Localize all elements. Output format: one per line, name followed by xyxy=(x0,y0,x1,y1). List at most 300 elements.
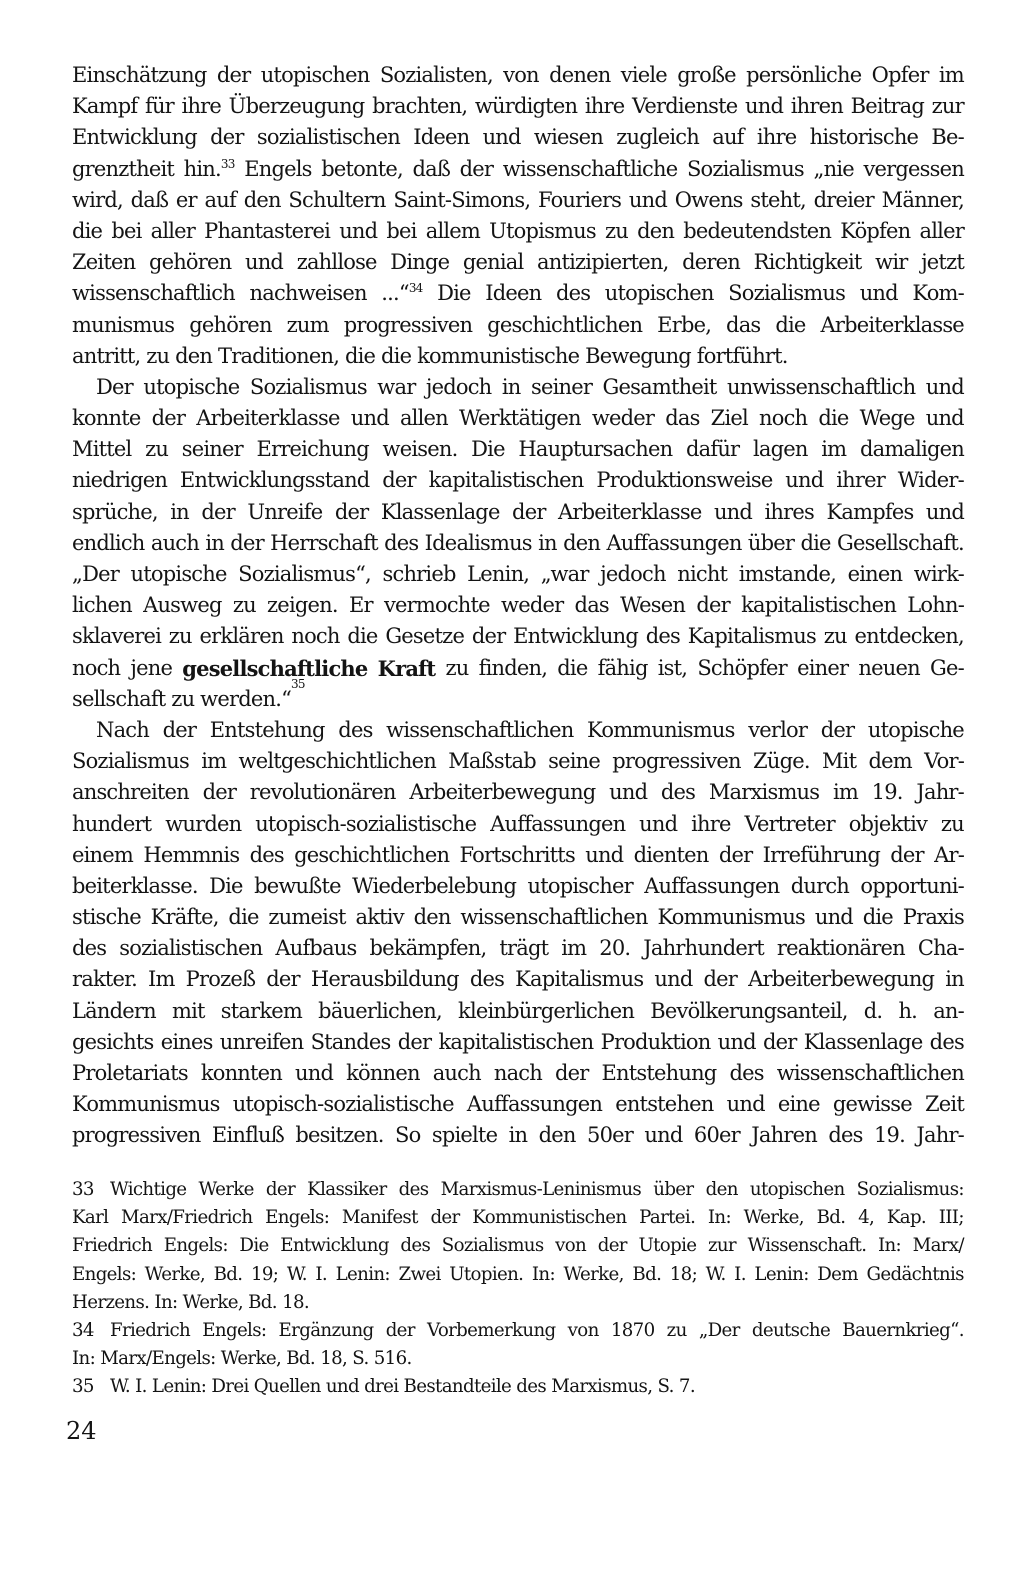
text-line xyxy=(72,676,964,715)
word: deren xyxy=(682,250,740,275)
footnote-line xyxy=(72,1345,964,1373)
word: und xyxy=(925,374,964,399)
word: bedeutendsten xyxy=(683,218,832,243)
word: Utopien. xyxy=(449,1263,524,1285)
word: Einfluß xyxy=(211,1123,284,1148)
word: Kapitalismus xyxy=(515,967,644,992)
footnote-line xyxy=(72,1261,964,1289)
word: Erreichung xyxy=(256,437,369,462)
word: sozialistischen xyxy=(256,125,400,150)
word: Aufbaus xyxy=(275,936,357,961)
word: Gesamtheit xyxy=(602,374,717,399)
word: ihre xyxy=(756,125,797,150)
word: Dinge xyxy=(390,250,450,275)
word: Sozialismus xyxy=(686,156,804,181)
word: Klassiker xyxy=(307,1179,387,1200)
word: 19. xyxy=(871,780,903,805)
word: Cha- xyxy=(917,936,964,961)
word: des xyxy=(929,1029,964,1054)
word: Engels: xyxy=(202,1319,267,1341)
text-line xyxy=(72,1120,964,1151)
word: Kommunismus xyxy=(657,905,806,930)
word: Proletariats xyxy=(72,1061,188,1085)
text-line xyxy=(72,403,964,434)
word: des xyxy=(398,1179,429,1200)
word: wir xyxy=(875,250,908,275)
word: jedoch xyxy=(600,562,666,586)
word: W. xyxy=(286,1263,307,1285)
text-line xyxy=(72,185,964,216)
word: in xyxy=(508,1123,528,1148)
word: verlor xyxy=(748,717,808,742)
word: Lenin, xyxy=(467,562,530,586)
word: Männer, xyxy=(881,187,964,212)
word: Gesetze xyxy=(385,624,465,649)
word: bei xyxy=(386,218,417,243)
word: gehören xyxy=(189,312,272,337)
word: der xyxy=(397,1029,432,1054)
word: Klassenlage xyxy=(380,499,500,524)
word: Jahren xyxy=(751,1123,817,1148)
word: in xyxy=(501,374,521,399)
word: zu xyxy=(823,624,847,649)
word: aktiv xyxy=(355,905,404,930)
word: Sozialismus xyxy=(728,281,846,306)
word: wissenschaftlichen xyxy=(386,717,574,742)
word: ihres xyxy=(764,499,815,524)
word: und xyxy=(295,1061,334,1085)
word: den xyxy=(243,187,281,212)
word: Sozialismus xyxy=(441,1235,544,1257)
word: sprüche, xyxy=(72,499,158,524)
word: Arbeiterbewegung xyxy=(409,780,596,805)
word: Kraft xyxy=(377,655,436,681)
text-line xyxy=(72,653,964,684)
word: In: xyxy=(877,1235,902,1257)
word: zu xyxy=(168,624,192,649)
word: des xyxy=(384,530,419,555)
word: ihre xyxy=(584,94,625,119)
word: Arbeiterbewegung xyxy=(748,967,935,992)
word: die xyxy=(862,905,893,930)
text-line xyxy=(72,60,964,91)
word: 60er xyxy=(693,1123,740,1148)
footnote-number: 35 xyxy=(72,1376,94,1398)
word: Gedächtnis xyxy=(866,1263,964,1285)
word: Köpfen xyxy=(840,218,911,243)
word: auch xyxy=(150,530,199,555)
word: auf xyxy=(204,187,236,212)
word: der xyxy=(210,125,244,150)
word: der xyxy=(202,780,237,805)
word: und xyxy=(244,250,284,275)
word: und xyxy=(644,1123,683,1148)
word: starkem xyxy=(220,998,303,1023)
word: und xyxy=(925,406,964,431)
word: das xyxy=(726,312,761,337)
word: gesellschaftliche xyxy=(182,655,368,681)
word: Owens xyxy=(674,187,743,212)
word: ...“$^{34}$ xyxy=(381,281,423,306)
word: Ideen xyxy=(413,125,470,150)
word: schrieb xyxy=(382,562,456,586)
word: „Der xyxy=(72,562,119,586)
word: im xyxy=(938,63,964,87)
word: Kommunismus xyxy=(587,717,735,742)
word: Wege xyxy=(859,406,915,431)
word: utopischen xyxy=(604,281,714,306)
word: des xyxy=(555,281,591,306)
text-line xyxy=(72,621,964,652)
word: 20. xyxy=(599,936,631,961)
word: aller xyxy=(919,218,964,243)
word: bäuerlichen, xyxy=(318,998,442,1023)
word: über xyxy=(747,530,795,555)
word: bekämpfen, xyxy=(369,936,487,961)
word: utopischen xyxy=(260,63,370,87)
word: nachweisen xyxy=(249,281,367,306)
word: beiterklasse. xyxy=(72,873,198,898)
word: daß xyxy=(412,156,451,181)
footnote-line xyxy=(72,1373,964,1401)
word: imstande, xyxy=(738,562,837,586)
word: und xyxy=(609,780,648,805)
word: d. xyxy=(863,998,883,1023)
footnote-line xyxy=(72,1204,964,1232)
word: utopisch-sozialistische xyxy=(255,811,477,836)
word: unreifen xyxy=(219,1029,304,1054)
page-number: 24 xyxy=(66,1417,97,1445)
word: Dem xyxy=(817,1263,858,1285)
word: Die xyxy=(471,437,505,462)
word: Lohn- xyxy=(907,593,964,618)
word: nach xyxy=(493,1061,542,1085)
word: Arbeiterklasse xyxy=(196,406,340,431)
word: 4, xyxy=(858,1207,875,1229)
word: des xyxy=(645,624,681,649)
word: in xyxy=(538,530,557,555)
word: Entwicklung xyxy=(513,624,639,649)
word: in xyxy=(945,967,964,992)
word: durch xyxy=(790,873,850,898)
word: allen xyxy=(399,406,448,431)
word: von xyxy=(555,1235,587,1257)
word: konnten xyxy=(200,1061,283,1085)
word: die xyxy=(557,655,588,680)
word: h. xyxy=(898,998,918,1023)
text-line xyxy=(72,122,964,153)
word: sozialistischen xyxy=(119,936,263,961)
word: das xyxy=(574,593,609,618)
footnote-text: In: Marx/Engels: Werke, Bd. 18, S. 516. xyxy=(72,1348,412,1370)
word: Manifest xyxy=(341,1207,418,1229)
word: kapitalistischen xyxy=(438,1029,594,1054)
word: Sozialismus xyxy=(249,374,367,399)
word: und xyxy=(726,1092,765,1117)
word: denen xyxy=(549,63,611,87)
word: Wichtige xyxy=(110,1179,187,1200)
word: von xyxy=(503,63,539,87)
word: des xyxy=(469,967,505,992)
word: fähig xyxy=(597,655,648,680)
word: genial xyxy=(462,250,524,275)
footnote-number: 34 xyxy=(72,1319,94,1341)
word: den xyxy=(413,905,451,930)
word: Fortschritts xyxy=(459,842,575,867)
word: würdigten xyxy=(474,94,578,119)
word: ist, xyxy=(657,655,688,680)
word: Ergänzung xyxy=(278,1319,374,1341)
word: reaktionären xyxy=(776,936,905,961)
text-line xyxy=(72,1027,964,1058)
word: eines xyxy=(160,1029,213,1054)
word: Marx/ xyxy=(912,1235,964,1257)
word: objektiv xyxy=(848,811,928,836)
word: deutsche xyxy=(751,1319,831,1341)
word: Wesen xyxy=(620,593,686,618)
text-line xyxy=(72,465,964,496)
word: lagen xyxy=(752,437,808,462)
word: zu xyxy=(940,811,964,836)
word: rakter. xyxy=(72,967,137,992)
footnote-line xyxy=(72,1176,964,1204)
word: Entwicklungsstand xyxy=(179,468,370,493)
word: weltgeschichtlichen xyxy=(238,749,436,774)
word: und xyxy=(654,967,693,992)
word: der xyxy=(162,717,197,742)
word: zum xyxy=(286,312,329,337)
word: Unreife xyxy=(247,499,323,524)
word: finden, xyxy=(478,655,548,680)
word: Kap. xyxy=(886,1207,927,1229)
word: der xyxy=(762,1029,797,1054)
word: Kampf xyxy=(72,94,138,119)
word: wissenschaftliche xyxy=(502,156,678,181)
word: Mit xyxy=(821,749,857,774)
word: in xyxy=(205,530,224,555)
word: steht, xyxy=(750,187,806,212)
word: Jahr- xyxy=(916,780,964,805)
word: im xyxy=(561,936,587,961)
word: an- xyxy=(933,998,964,1023)
word: die xyxy=(347,624,378,649)
word: einer xyxy=(797,655,849,680)
word: der xyxy=(151,406,186,431)
word: Phantasterei xyxy=(204,218,331,243)
word: Der xyxy=(96,374,133,399)
word: Partei. xyxy=(639,1207,696,1229)
word: wirk- xyxy=(913,562,964,586)
word: Lenin: xyxy=(335,1263,390,1285)
word: Produktion xyxy=(600,1029,711,1054)
word: in xyxy=(170,499,189,524)
word: Schöpfer xyxy=(697,655,787,680)
word: Zwei xyxy=(398,1263,441,1285)
word: im xyxy=(201,749,227,774)
word: Maßstab xyxy=(448,749,536,774)
text-line xyxy=(72,964,964,995)
word: spielte xyxy=(431,1123,498,1148)
word: zu xyxy=(145,437,169,462)
text-line xyxy=(72,746,964,777)
word: utopische xyxy=(143,374,240,399)
word: Auffassungen xyxy=(490,811,626,836)
text-line xyxy=(72,310,964,341)
word: Produktionsweise xyxy=(596,468,773,493)
word: Er xyxy=(348,593,373,618)
word: die xyxy=(775,312,806,337)
word: dienten xyxy=(633,842,709,867)
word: Wiederbelebung xyxy=(352,873,517,898)
word: entstehen xyxy=(615,1092,714,1117)
text-line xyxy=(72,528,964,559)
word: im xyxy=(832,780,858,805)
word: Engels: xyxy=(72,1263,137,1285)
word: brachten, xyxy=(372,94,468,119)
word: Vor- xyxy=(924,749,964,774)
word: Bauernkrieg“. xyxy=(842,1319,964,1341)
word: Klassenlage xyxy=(803,1029,923,1054)
text-line xyxy=(72,91,964,122)
word: revolutionären xyxy=(249,780,396,805)
word: der xyxy=(696,593,730,618)
word: Überzeugung xyxy=(228,94,365,119)
word: des xyxy=(249,842,284,867)
word: Sozialisten, xyxy=(379,63,493,87)
word: utopische xyxy=(867,717,964,742)
word: und xyxy=(814,905,853,930)
word: „nie xyxy=(813,156,854,181)
word: Kommunistischen xyxy=(472,1207,627,1229)
text-line xyxy=(72,216,964,247)
word: viele xyxy=(620,63,667,87)
word: Entwicklung xyxy=(280,1235,389,1257)
text-line xyxy=(72,902,964,933)
word: kleinbürgerlichen xyxy=(458,998,635,1023)
word: sklaverei xyxy=(72,624,162,649)
word: Hauptursachen xyxy=(518,437,673,462)
word: des xyxy=(338,717,373,742)
word: Wider- xyxy=(897,468,964,493)
word: Praxis xyxy=(902,905,964,930)
word: zumeist xyxy=(268,905,346,930)
text-line xyxy=(72,497,964,528)
word: stische xyxy=(72,905,141,930)
word: allem xyxy=(425,218,481,243)
word: Engels: xyxy=(163,1235,228,1257)
word: Entstehung xyxy=(601,1061,717,1085)
word: Bd. xyxy=(632,1263,662,1285)
word: Züge. xyxy=(753,749,810,774)
word: Friedrich xyxy=(110,1319,191,1341)
footnote-line xyxy=(72,1289,964,1317)
word: jetzt xyxy=(921,250,964,275)
word: Sozialismus“, xyxy=(238,562,371,586)
word: den xyxy=(538,1123,576,1148)
word: Verdienste xyxy=(631,94,738,119)
word: Engels: xyxy=(265,1207,330,1229)
word: des xyxy=(828,1123,863,1148)
text-line xyxy=(72,590,964,621)
word: Entwicklung xyxy=(72,125,197,150)
word: Auffassungen xyxy=(644,873,780,898)
footnote-reference: 33 xyxy=(220,156,235,171)
text-line xyxy=(72,777,964,808)
word: auch xyxy=(432,1061,481,1085)
word: gewisse xyxy=(832,1092,912,1117)
word: W. xyxy=(705,1263,726,1285)
word: Standes xyxy=(310,1029,391,1054)
word: Auffassungen xyxy=(606,530,742,555)
word: Richtigkeit xyxy=(753,250,862,275)
word: Die xyxy=(437,281,471,306)
word: hundert xyxy=(72,811,152,836)
word: seiner xyxy=(530,374,593,399)
word: und xyxy=(639,811,678,836)
word: Lenin: xyxy=(754,1263,809,1285)
word: und xyxy=(717,1029,756,1054)
word: Utopismus xyxy=(489,218,596,243)
word: Jahrhundert xyxy=(643,936,764,961)
word: der xyxy=(266,967,300,992)
word: zu xyxy=(605,218,628,243)
word: noch xyxy=(759,406,808,431)
word: zur xyxy=(931,94,964,119)
word: gesichts xyxy=(72,1029,154,1054)
word: den xyxy=(563,530,601,555)
word: ihre xyxy=(181,94,222,119)
word: und xyxy=(339,218,378,243)
word: er xyxy=(175,187,197,212)
word: 18; xyxy=(669,1263,698,1285)
word: Arbeiterklasse xyxy=(820,312,964,337)
word: Idealismus xyxy=(424,530,532,555)
word: noch xyxy=(291,624,340,649)
word: wissenschaftlichen xyxy=(776,1061,964,1085)
word: und xyxy=(859,281,898,306)
word: utopischen xyxy=(749,1179,845,1200)
word: Karl xyxy=(72,1207,109,1229)
word: opportuni- xyxy=(860,873,964,898)
word: Kapitalismus xyxy=(687,624,816,649)
word: Marx/Friedrich xyxy=(121,1207,253,1229)
word: I. xyxy=(734,1263,746,1285)
word: Bd. xyxy=(816,1207,846,1229)
word: neuen xyxy=(858,655,920,680)
word: Werke xyxy=(198,1179,254,1200)
word: kapitalistischen xyxy=(741,593,897,618)
word: des xyxy=(400,1235,431,1257)
word: wiesen xyxy=(533,125,603,150)
word: Ausweg xyxy=(143,593,222,618)
word: und xyxy=(628,187,667,212)
word: die xyxy=(228,905,259,930)
word: konnte xyxy=(72,406,141,431)
word: wurden xyxy=(165,811,242,836)
footnote-number: 33 xyxy=(72,1179,94,1200)
word: zu xyxy=(232,593,256,618)
word: mit xyxy=(171,998,205,1023)
word: besitzen. xyxy=(295,1123,384,1148)
footnote-reference: 34 xyxy=(408,281,423,296)
word: seine xyxy=(548,749,600,774)
word: betonte, xyxy=(321,156,403,181)
word: ihre xyxy=(691,811,731,836)
word: Arbeiterklasse xyxy=(558,499,702,524)
word: vergessen xyxy=(863,156,964,181)
word: progressiven xyxy=(343,312,473,337)
word: trägt xyxy=(499,936,549,961)
